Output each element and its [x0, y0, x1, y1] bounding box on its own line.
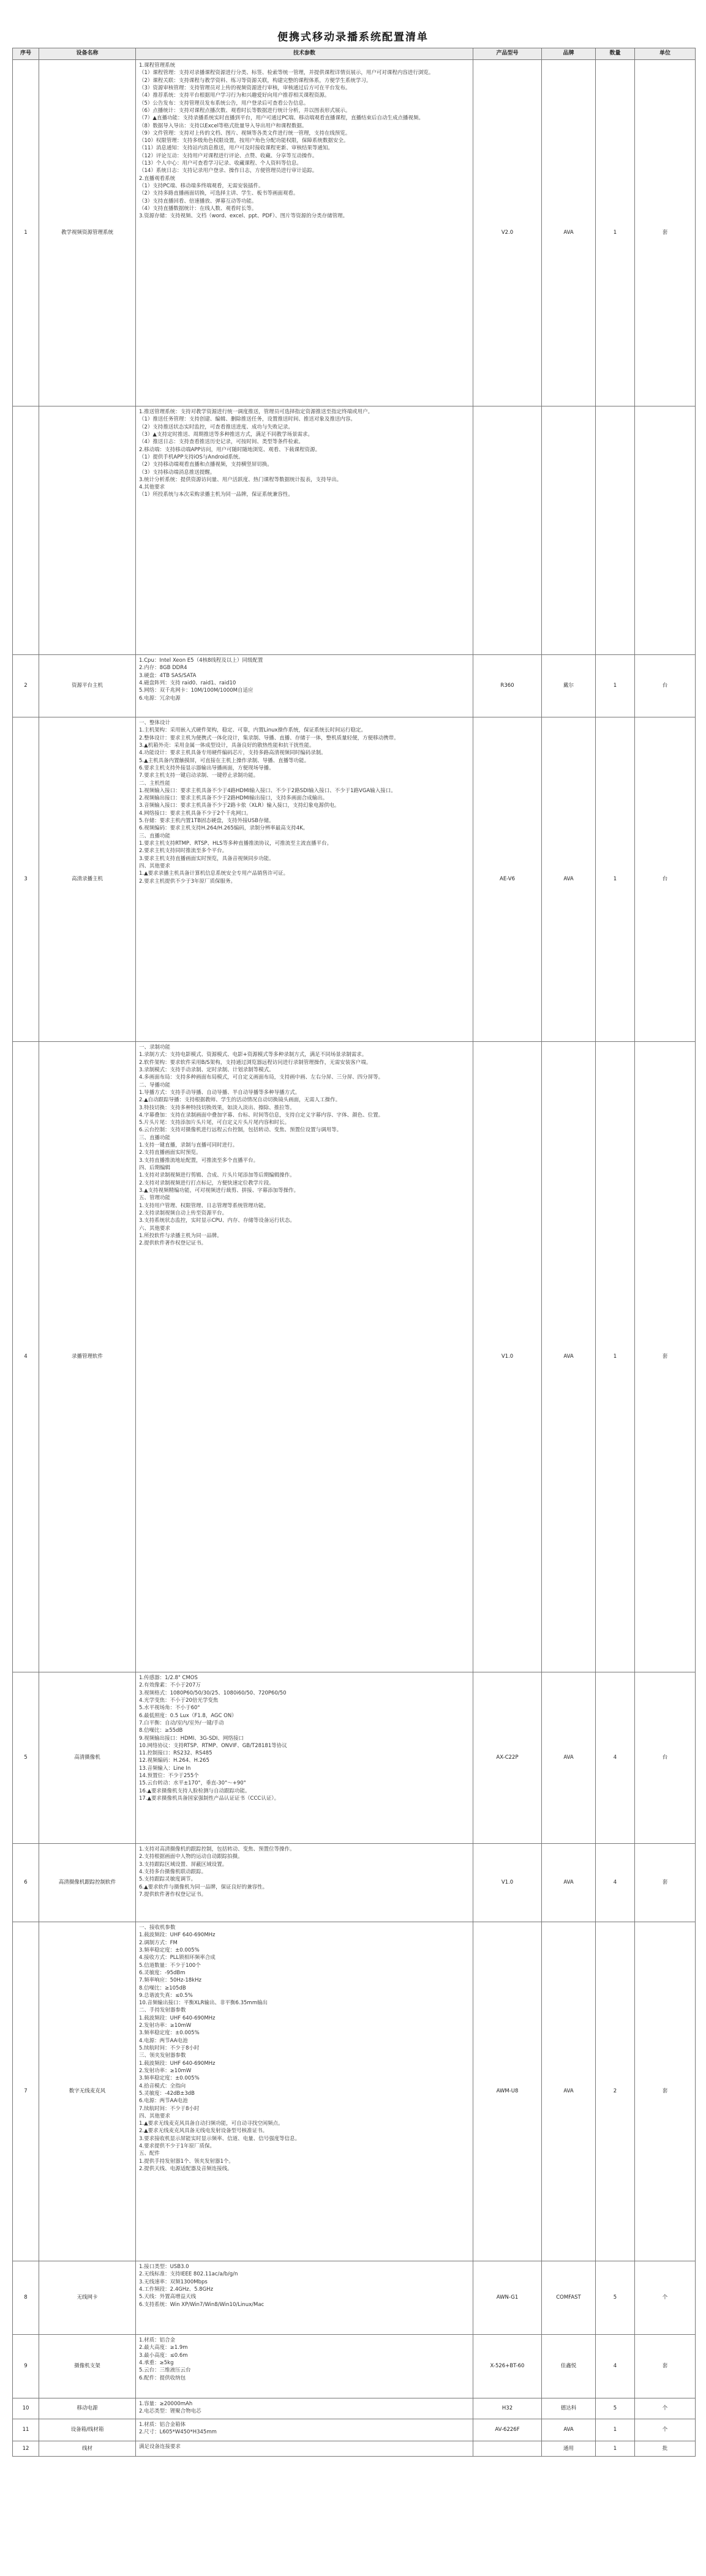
header-cell-model: 产品型号 [473, 48, 542, 60]
cell-brand: AVA [542, 2419, 596, 2441]
cell-no: 11 [13, 2419, 39, 2441]
cell-unit: 套 [635, 1042, 696, 1672]
cell-model [473, 406, 542, 655]
cell-name: 无线网卡 [39, 2261, 136, 2335]
page-title: 便携式移动录播系统配置清单 [277, 31, 429, 43]
cell-unit: 批 [635, 2441, 696, 2457]
cell-brand: AVA [542, 1672, 596, 1844]
header-cell-brand: 品牌 [542, 48, 596, 60]
cell-params: 一、接收机参数 1.载波频段：UHF 640-690MHz 2.调制方式：FM 3.频率稳定度：±0.005% 4.接收方式：PLL锁相环频率合成 5.信道数量：不少于100个 6.灵敏度：-95dBm 7.频率响应：50Hz-18kHz 8.信噪比：≥105dB 9.总谐波失真：≤0.5% 10.音频输出接口：平衡XLR输出、非平衡6.35mm输出 二、手持发射器参数 1.载波频段：UHF 640-690MHz 2.发射功率：≥10mW 3.频率稳定度：±0.005% 4.电源：两节AA电池 5.续航时间：不少于8小时 三、领夹发射器参数 1.载波频段：UHF 640-690MHz 2.发射功率：≥10mW 3.频率稳定度：±0.005% 4.拾音模式：全指向 5.灵敏度：-42dB±3dB 6.电源：两节AA电池 7.续航时间：不少于8小时 四、其他要求 1.▲要求无线麦克风具备自动扫频功能，可自动寻找空闲频点。 2.▲要求无线麦克风具备无线电发射设备型号核准证书。 3.要求接收机显示屏能实时显示频率、信道、电量、信号强度等信息。 4.要求提供不少于1年原厂质保。 五、配件 1.提供手持发射器1个、领夹发射器1个。 2.提供天线、电源适配器及音频连接线。 [136, 1922, 473, 2261]
cell-no: 3 [13, 717, 39, 1042]
cell-model: V1.0 [473, 1844, 542, 1922]
cell-name: 录播管理软件 [39, 1042, 136, 1672]
cell-name: 设备箱/线材箱 [39, 2419, 136, 2441]
cell-unit: 个 [635, 2261, 696, 2335]
cell-brand [542, 406, 596, 655]
cell-brand: AVA [542, 1042, 596, 1672]
cell-no: 1 [13, 60, 39, 406]
cell-model: AX-C22P [473, 1672, 542, 1844]
cell-name: 高清摄像机 [39, 1672, 136, 1844]
cell-brand: 佳鑫悦 [542, 2335, 596, 2398]
cell-params: 1.Cpu：Intel Xeon E5（4核8线程及以上）同级配置 2.内存：8GB DDR4 3.硬盘：4TB SAS/SATA 4.磁盘阵列：支持 raid0、raid1、raid10 5.网络：双千兆网卡：10M/100M/1000M自适应 6.电源：冗余电源 [136, 655, 473, 717]
cell-no: 4 [13, 1042, 39, 1672]
cell-no: 12 [13, 2441, 39, 2457]
cell-model: V2.0 [473, 60, 542, 406]
config-table [12, 48, 696, 2457]
table-row [13, 2398, 696, 2419]
cell-params: 1.课程管理系统 （1）课程管理：支持对录播课程资源进行分类、标签、检索等统一管理，并提供课程详情页展示，用户可对课程内容进行浏览。 （2）课程关联：支持课程与教学资料、练习等资源关联，构建完整的课程体系，方便学生系统学习。 （3）资源审核管理：支持管理员对上传的视频资源进行审核，审核通过后方可在平台发布。 （4）推荐系统：支持平台根据用户学习行为和兴趣爱好向用户推荐相关课程资源。 （5）公告发布：支持管理员发布系统公告，用户登录后可查看公告信息。 （6）点播统计：支持对课程点播次数、观看时长等数据进行统计分析，并以图表形式展示。 （7）▲直播功能：支持录播系统实时直播到平台，用户可通过PC端、移动端观看直播课程，直播结束后自动生成点播视频。 （8）数据导入导出：支持以Excel等格式批量导入导出用户和课程数据。 （9）文件管理：支持对上传的文档、图片、视频等各类文件进行统一管理，支持在线预览。 （10）权限管理：支持多级角色权限设置，按用户角色分配功能权限，保障系统数据安全。 （11）消息通知：支持站内消息推送，用户可及时接收课程更新、审核结果等通知。 （12）评论互动：支持用户对课程进行评论、点赞、收藏、分享等互动操作。 （13）个人中心：用户可查看学习记录、收藏课程、个人资料等信息。 （14）系统日志：支持记录用户登录、操作日志，方便管理员进行审计追踪。 2.直播观看系统 （1）支持PC端、移动端多终端观看，无需安装插件。 （2）支持多路直播画面切换，可选择主讲、学生、板书等画面观看。 （3）支持直播回看、倍速播放、弹幕互动等功能。 （4）支持直播数据统计：在线人数、观看时长等。 3.资源存储：支持视频、文档（word、excel、ppt、PDF）、图片等资源的分类存储管理。 [136, 60, 473, 406]
cell-unit: 个 [635, 2419, 696, 2441]
cell-qty: 4 [596, 1672, 635, 1844]
table-row [13, 60, 696, 406]
cell-unit [635, 406, 696, 655]
cell-brand: AVA [542, 1922, 596, 2261]
cell-params: 一、录制功能 1.录制方式：支持电影模式、资源模式、电影+资源模式等多种录制方式，满足不同场景录制需求。 2.软件架构：要求软件采用B/S架构，支持通过浏览器远程访问进行录制管理操作，无需安装客户端。 3.录制模式：支持手动录制、定时录制、计划录制等模式。 4.多画面布局：支持多种画面布局模式，可自定义画面布局，支持画中画、左右分屏、三分屏、四分屏等。 二、导播功能 1.导播方式：支持手动导播、自动导播、半自动导播等多种导播方式。 2.▲自动跟踪导播：支持根据教师、学生的活动情况自动切换镜头画面，无需人工操作。 3.特技切换：支持多种特技切换效果，如淡入淡出、擦除、推拉等。 4.字幕叠加：支持在录制画面中叠加字幕、台标、时间等信息，支持自定义字幕内容、字体、颜色、位置。 5.片头片尾：支持添加片头片尾，可自定义片头片尾内容和时长。 6.云台控制：支持对摄像机进行远程云台控制，包括转动、变焦、预置位设置与调用等。 三、直播功能 1.支持一键直播，录制与直播可同时进行。 2.支持直播画面实时预览。 3.支持直播推流地址配置，可推流至多个直播平台。 四、后期编辑 1.支持对录制视频进行剪辑、合成、片头片尾添加等后期编辑操作。 2.支持对录制视频进行打点标记，方便快速定位教学片段。 3.▲支持视频精编功能，可对视频进行裁剪、拼接、字幕添加等操作。 五、管理功能 1.支持用户管理、权限管理、日志管理等系统管理功能。 2.支持录制视频自动上传至资源平台。 3.支持系统状态监控，实时显示CPU、内存、存储等设备运行状态。 六、其他要求 1.所投软件与录播主机为同一品牌。 2.提供软件著作权登记证书。 [136, 1042, 473, 1672]
cell-qty: 1 [596, 2419, 635, 2441]
header-cell-qty: 数量 [596, 48, 635, 60]
cell-unit: 套 [635, 1922, 696, 2261]
cell-model: H32 [473, 2398, 542, 2419]
cell-name: 资源平台主机 [39, 655, 136, 717]
table-row [13, 2441, 696, 2457]
cell-brand: 戴尔 [542, 655, 596, 717]
cell-unit: 套 [635, 2335, 696, 2398]
cell-brand: 通用 [542, 2441, 596, 2457]
cell-no: 7 [13, 1922, 39, 2261]
cell-model: X-526+BT-60 [473, 2335, 542, 2398]
cell-no: 6 [13, 1844, 39, 1922]
cell-params: 满足设备连接要求 [136, 2441, 473, 2457]
cell-name [39, 406, 136, 655]
cell-params: 1.支持对高清摄像机的跟踪控制，包括转动、变焦、预置位等操作。 2.支持根据画面中人物的运动自动跟踪拍摄。 3.支持跟踪区域设置、屏蔽区域设置。 4.支持多台摄像机联动跟踪。 5.支持跟踪灵敏度调节。 6.▲要求软件与摄像机为同一品牌，保证良好的兼容性。 7.提供软件著作权登记证书。 [136, 1844, 473, 1922]
cell-name: 高清摄像机跟踪控制软件 [39, 1844, 136, 1922]
cell-name: 数字无线麦克风 [39, 1922, 136, 2261]
cell-qty: 1 [596, 717, 635, 1042]
cell-unit: 个 [635, 2398, 696, 2419]
cell-name: 高清录播主机 [39, 717, 136, 1042]
cell-qty: 1 [596, 2441, 635, 2457]
header-cell-unit: 单位 [635, 48, 696, 60]
cell-model: V1.0 [473, 1042, 542, 1672]
cell-name: 线材 [39, 2441, 136, 2457]
cell-name: 教学视频资源管理系统 [39, 60, 136, 406]
cell-qty: 5 [596, 2398, 635, 2419]
table-row [13, 1844, 696, 1922]
table-row [13, 1042, 696, 1672]
cell-model [473, 2441, 542, 2457]
cell-brand: AVA [542, 717, 596, 1042]
cell-params: 1.接口类型：USB3.0 2.无线标准：支持IEEE 802.11ac/a/b/g/n 3.无线速率：双频1300Mbps 4.工作频段：2.4GHz、5.8GHz 5.天线：外置高增益天线 6.支持系统：Win XP/Win7/Win8/Win10/Linux/Mac [136, 2261, 473, 2335]
cell-model: R360 [473, 655, 542, 717]
cell-qty: 1 [596, 1042, 635, 1672]
table-row [13, 655, 696, 717]
cell-params: 一、整体设计 1.主机架构：采用嵌入式硬件架构，稳定、可靠，内置Linux操作系统，保证系统长时间运行稳定。 2.整体设计：要求主机为便携式一体化设计，集录制、导播、直播、存储于一体，整机质量轻便，方便移动携带。 3.▲机箱外壳：采用金属一体成型设计，具备良好的散热性能和抗干扰性能。 4.功能设计：要求主机具备专用硬件编码芯片，支持多路高清视频同时编码录制。 5.▲主机具备内置触摸屏，可直接在主机上操作录制、导播、直播等功能。 6.要求主机支持外接显示器输出导播画面，方便现场导播。 7.要求主机支持一键启动录制、一键停止录制功能。 二、主机性能 1.视频输入接口：要求主机具备不少于4路HDMI输入接口、不少于2路SDI输入接口、不少于1路VGA输入接口。 2.视频输出接口：要求主机具备不少于2路HDMI输出接口，支持多画面合成输出。 3.音频输入接口：要求主机具备不少于2路卡侬（XLR）输入接口，支持幻象电源供电。 4.网络接口：要求主机具备不少于2个千兆网口。 5.存储：要求主机内置1TB固态硬盘，支持外接USB存储。 6.视频编码：要求主机支持H.264/H.265编码，录制分辨率最高支持4K。 三、直播功能 1.要求主机支持RTMP、RTSP、HLS等多种直播推流协议，可推流至主流直播平台。 2.要求主机支持同时推流至多个平台。 3.要求主机支持直播画面实时预览，具备音视频同步功能。 四、其他要求 1.▲要求录播主机具备计算机信息系统安全专用产品销售许可证。 2.要求主机提供不少于3年原厂质保服务。 [136, 717, 473, 1042]
cell-params: 1.容量：≥20000mAh 2.电芯类型：锂聚合物电芯 [136, 2398, 473, 2419]
table-row [13, 1672, 696, 1844]
cell-qty: 4 [596, 2335, 635, 2398]
cell-qty: 5 [596, 2261, 635, 2335]
table-row [13, 717, 696, 1042]
cell-name: 摄像机支架 [39, 2335, 136, 2398]
cell-brand: AVA [542, 1844, 596, 1922]
cell-no: 10 [13, 2398, 39, 2419]
cell-unit: 台 [635, 717, 696, 1042]
cell-unit: 台 [635, 655, 696, 717]
cell-brand: AVA [542, 60, 596, 406]
cell-qty: 1 [596, 655, 635, 717]
cell-no: 2 [13, 655, 39, 717]
cell-no: 9 [13, 2335, 39, 2398]
header-cell-no: 序号 [13, 48, 39, 60]
cell-no: 5 [13, 1672, 39, 1844]
cell-params: 1.推送管理系统：支持对教学资源进行统一调度推送，管理员可选择指定资源推送至指定终端或用户。 （1）推送任务管理：支持创建、编辑、删除推送任务，设置推送时间、推送对象及推送内容。 （2）支持推送状态实时监控，可查看推送进度、成功与失败记录。 （3）▲支持定时推送、周期推送等多种推送方式，满足不同教学场景需求。 （4）推送日志：支持查看推送历史记录，可按时间、类型等条件检索。 2.移动端：支持移动端APP访问，用户可随时随地浏览、观看、下载课程资源。 （1）提供手机APP支持iOS与Android系统。 （2）支持移动端观看直播和点播视频，支持横竖屏切换。 （3）支持移动端消息推送提醒。 3.统计分析系统：提供资源访问量、用户活跃度、热门课程等数据统计报表，支持导出。 4.其他要求 （1）所投系统与本次采购录播主机为同一品牌，保证系统兼容性。 [136, 406, 473, 655]
cell-params: 1.传感器：1/2.8" CMOS 2.有效像素：不小于207万 3.视频格式：1080P60/50/30/25、1080i60/50、720P60/50 4.光学变焦：不小于20倍光学变焦 5.水平视场角：不小于60° 6.最低照度：0.5 Lux（F1.8，AGC ON） 7.白平衡：自动/室内/室外/一键/手动 8.信噪比：≥55dB 9.视频输出接口：HDMI、3G-SDI、网络接口 10.网络协议：支持RTSP、RTMP、ONVIF、GB/T28181等协议 11.控制接口：RS232、RS485 12.视频编码：H.264、H.265 13.音频输入：Line In 14.预置位：不少于255个 15.云台转动：水平±170°，垂直-30°～+90° 16.▲要求摄像机支持人脸检测与自动跟踪功能。 17.▲要求摄像机具备国家强制性产品认证证书（CCC认证）。 [136, 1672, 473, 1844]
header-cell-params: 技术参数 [136, 48, 473, 60]
cell-qty [596, 406, 635, 655]
cell-no [13, 406, 39, 655]
cell-unit: 套 [635, 60, 696, 406]
table-row [13, 406, 696, 655]
cell-model: AWN-G1 [473, 2261, 542, 2335]
cell-params: 1.材质：铝合金箱体 2.尺寸：L605*W450*H345mm [136, 2419, 473, 2441]
cell-brand: 德达科 [542, 2398, 596, 2419]
table-row [13, 1922, 696, 2261]
cell-model: AV-6226F [473, 2419, 542, 2441]
table-row [13, 2261, 696, 2335]
cell-qty: 4 [596, 1844, 635, 1922]
cell-qty: 2 [596, 1922, 635, 2261]
cell-model: AE-V6 [473, 717, 542, 1042]
table-row [13, 2419, 696, 2441]
cell-no: 8 [13, 2261, 39, 2335]
cell-params: 1.材质：铝合金 2.最大高度：≥1.9m 3.最小高度：≤0.6m 4.承重：≥5kg 5.云台：三维液压云台 6.配件：提供收纳包 [136, 2335, 473, 2398]
header-row [13, 48, 696, 60]
header-cell-name: 设备名称 [39, 48, 136, 60]
table-row [13, 2335, 696, 2398]
cell-unit: 套 [635, 1844, 696, 1922]
cell-model: AWM-U8 [473, 1922, 542, 2261]
cell-qty: 1 [596, 60, 635, 406]
cell-unit: 台 [635, 1672, 696, 1844]
cell-brand: COMFAST [542, 2261, 596, 2335]
cell-name: 移动电源 [39, 2398, 136, 2419]
